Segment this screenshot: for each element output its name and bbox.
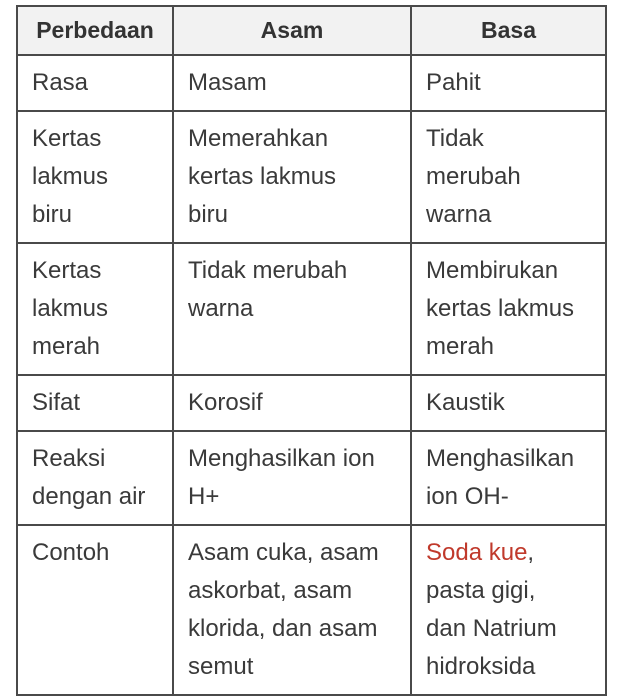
table-row-lakmus-biru <box>17 111 606 243</box>
comparison-table <box>16 5 607 696</box>
row-label: Contoh <box>17 525 173 695</box>
asam-cell: Korosif <box>173 375 411 431</box>
asam-cell: Menghasilkan ion H+ <box>173 431 411 525</box>
basa-cell: Membirukan kertas lakmus merah <box>411 243 606 375</box>
header-perbedaan: Perbedaan <box>17 6 173 55</box>
header-basa: Basa <box>411 6 606 55</box>
example-rest: , pasta gigi, dan Natrium hidroksida <box>426 539 557 680</box>
basa-cell: Tidak merubah warna <box>411 111 606 243</box>
row-label: Sifat <box>17 375 173 431</box>
basa-cell: Pahit <box>411 55 606 111</box>
asam-cell: Masam <box>173 55 411 111</box>
header-row <box>17 6 606 55</box>
table-row-contoh <box>17 525 606 695</box>
asam-cell: Memerahkan kertas lakmus biru <box>173 111 411 243</box>
basa-cell: Kaustik <box>411 375 606 431</box>
table-row-lakmus-merah <box>17 243 606 375</box>
basa-cell: Menghasilkan ion OH- <box>411 431 606 525</box>
header-asam: Asam <box>173 6 411 55</box>
table-row-rasa <box>17 55 606 111</box>
row-label: Kertas lakmus merah <box>17 243 173 375</box>
table-row-reaksi <box>17 431 606 525</box>
row-label: Kertas lakmus biru <box>17 111 173 243</box>
row-label: Reaksi dengan air <box>17 431 173 525</box>
asam-cell: Asam cuka, asam askorbat, asam klorida, dan asam semut <box>173 525 411 695</box>
table-row-sifat <box>17 375 606 431</box>
row-label: Rasa <box>17 55 173 111</box>
basa-cell <box>411 525 606 695</box>
highlighted-example: Soda kue <box>426 539 528 566</box>
asam-cell: Tidak merubah warna <box>173 243 411 375</box>
